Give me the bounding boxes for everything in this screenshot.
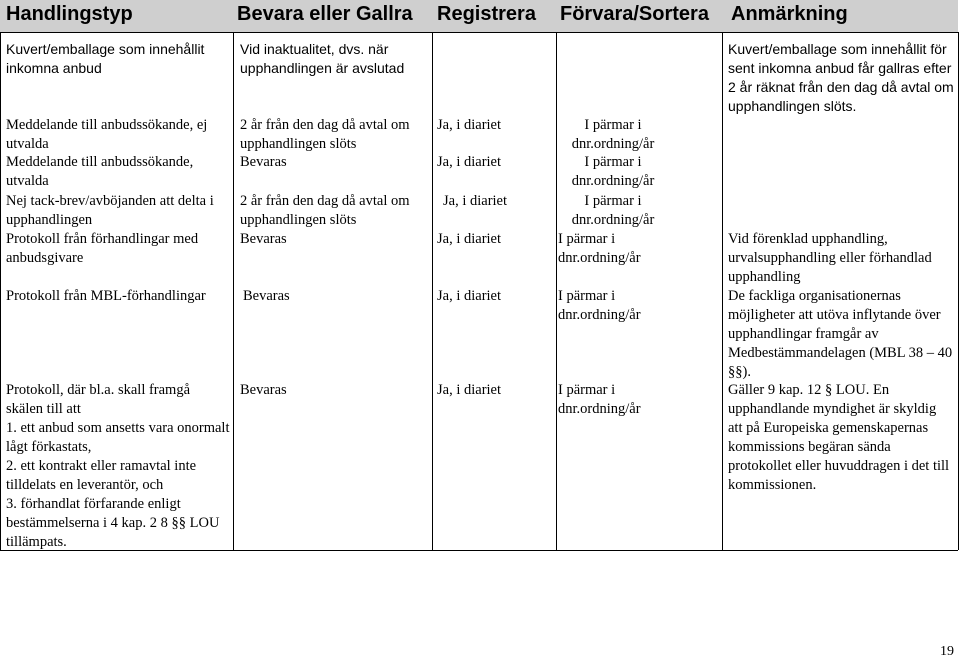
row-5-note: Vid förenklad upphandling, urvalsupphandling eller förhandlad upphandling [728,231,932,285]
row-6-store: I pärmar i dnr.ordning/år [558,288,641,323]
row-7-retention: Bevaras [240,382,287,398]
row-7-type-line: 3. förhandlat förfarande enligt bestämmelserna i 4 kap. 2 8 §§ LOU tillämpats. [6,496,220,550]
row-1-note: Kuvert/emballage som innehållit för sent inkomna anbud får gallras efter 2 år räknat från den dag då avtal om upphandlingen slöts. [728,41,954,114]
grid-line [432,32,433,550]
row-4-type: Nej tack-brev/avböjanden att delta i upphandlingen [6,193,214,228]
row-7-type [6,381,230,552]
row-2-store: I pärmar i dnr.ordning/år [571,117,655,152]
header-anmarkning: Anmärkning [731,3,848,25]
row-3-retention: Bevaras [240,154,287,170]
header-registrera: Registrera [437,3,536,25]
row-5-retention: Bevaras [240,231,287,247]
row-7-store: I pärmar i dnr.ordning/år [558,382,641,417]
row-5-type: Protokoll från förhandlingar med anbudsgivare [6,231,199,266]
row-4-register: Ja, i diariet [443,193,508,209]
row-5-store: I pärmar i dnr.ordning/år [558,231,641,266]
row-7-note: Gäller 9 kap. 12 § LOU. En upphandlande myndighet är skyldig att på Europeiska gemenskapernas kommissions begäran sända protokollet eller huvuddragen i det till kommissionen. [728,382,950,493]
row-7-register: Ja, i diariet [437,382,502,398]
row-7-type-line: Protokoll, där bl.a. skall framgå skälen till att [6,382,191,417]
row-5-register: Ja, i diariet [437,231,502,247]
row-7-type-line: 1. ett anbud som ansetts vara onormalt lågt förkastats, [6,420,230,455]
row-3-type: Meddelande till anbudssökande, utvalda [6,154,194,189]
row-4-retention: 2 år från den dag då avtal om upphandlingen slöts [240,193,410,228]
table-header [0,0,958,33]
row-1-retention: Vid inaktualitet, dvs. när upphandlingen är avslutad [240,41,405,76]
header-handlingstyp: Handlingstyp [6,3,133,25]
row-3-register: Ja, i diariet [437,154,502,170]
row-2-retention: 2 år från den dag då avtal om upphandlingen slöts [240,117,410,152]
page-number: 19 [940,644,954,659]
grid-line [722,32,723,550]
row-2-type: Meddelande till anbudssökande, ej utvalda [6,117,208,152]
row-6-note: De fackliga organisationernas möjligheter att utöva inflytande över upphandlingar framgår av Medbestämmandelagen (MBL 38 – 40 §§). [728,288,953,380]
grid-line [556,32,557,550]
row-6-retention: Bevaras [243,288,290,304]
row-4-store: I pärmar i dnr.ordning/år [571,193,655,228]
row-2-register: Ja, i diariet [437,117,502,133]
row-6-type: Protokoll från MBL-förhandlingar [6,288,206,304]
header-bevara-eller-gallra: Bevara eller Gallra [237,3,413,25]
grid-line [0,32,1,550]
row-6-register: Ja, i diariet [437,288,502,304]
row-1-type: Kuvert/emballage som innehållit inkomna anbud [6,41,205,76]
grid-line [958,32,959,550]
row-7-type-line: 2. ett kontrakt eller ramavtal inte tilldelats en leverantör, och [6,458,197,493]
header-forvara-sortera: Förvara/Sortera [560,3,709,25]
row-3-store: I pärmar i dnr.ordning/år [571,154,655,189]
